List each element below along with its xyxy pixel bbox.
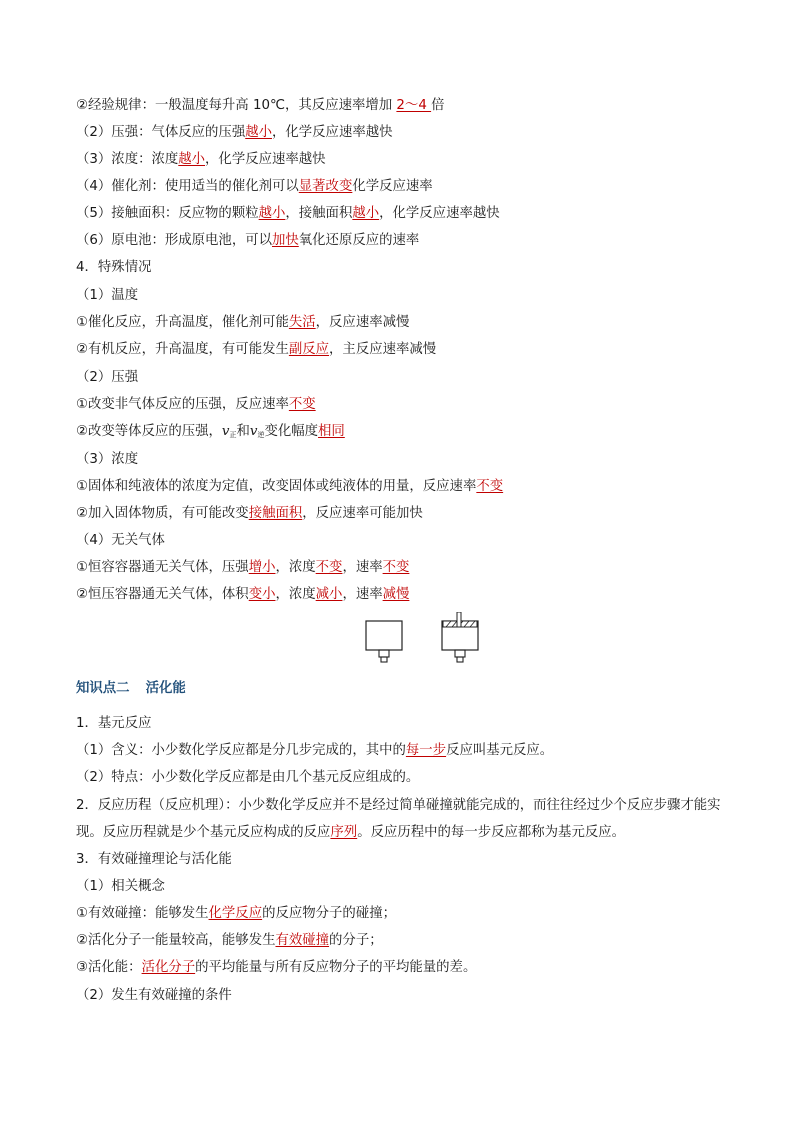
answer: 增小 (248, 560, 276, 575)
answer: 不变 (315, 560, 343, 575)
subsection-concentration: （3）浓度 (76, 452, 139, 467)
answer: 2～4 (396, 98, 432, 113)
subsection-related-concepts: （1）相关概念 (76, 879, 165, 894)
answer: 不变 (382, 560, 410, 575)
case-equal-volume-pressure: ②改变等体反应的压强，$v_正$和$v_逆$变化幅度相同 (76, 424, 345, 439)
answer: 不变 (476, 479, 504, 494)
paragraph-reaction-mechanism: 2．反应历程（反应机理）：小少数化学反应并不是经过简单碰撞就能完成的，而往往经过少个反应步骤才能实现。反应历程就是少个基元反应构成的反应序列。反应历程中的每一步反应都称为基元反应。 (76, 798, 721, 840)
case-constant-volume: ①恒容容器通无关气体，压强增小，浓度不变，速率不变 (76, 560, 410, 575)
section-elementary-reaction: 1．基元反应 (76, 716, 152, 731)
concept-activation-energy: ③活化能：活化分子的平均能量与所有反应物分子的平均能量的差。 (76, 960, 477, 975)
answer: 减小 (315, 587, 343, 602)
definition-meaning: （1）含义：小少数化学反应都是分几步完成的，其中的每一步反应叫基元反应。 (76, 743, 554, 758)
answer: 化学反应 (208, 906, 263, 921)
rate-symbol: v (221, 424, 230, 439)
section-special-cases: 4．特殊情况 (76, 260, 152, 275)
forward-subscript: 正 (229, 431, 237, 439)
reverse-subscript: 逆 (257, 431, 265, 439)
factor-catalyst: （4）催化剂：使用适当的催化剂可以显著改变化学反应速率 (76, 179, 433, 194)
case-non-gas-pressure: ①改变非气体反应的压强，反应速率不变 (76, 397, 316, 412)
answer: 序列 (330, 824, 358, 840)
subsection-temperature: （1）温度 (76, 288, 139, 303)
subsection-pressure: （2）压强 (76, 370, 139, 385)
answer: 失活 (288, 315, 316, 330)
answer: 有效碰撞 (275, 933, 330, 948)
case-add-solid: ②加入固体物质，有可能改变接触面积，反应速率可能加快 (76, 506, 423, 521)
case-catalyst-deactivation: ①催化反应，升高温度，催化剂可能失活，反应速率减慢 (76, 315, 410, 330)
answer: 显著改变 (298, 179, 353, 194)
answer: 接触面积 (248, 506, 303, 521)
subsection-collision-conditions: （2）发生有效碰撞的条件 (76, 988, 232, 1003)
definition-feature: （2）特点：小少数化学反应都是由几个基元反应组成的。 (76, 770, 420, 785)
factor-concentration: （3）浓度：浓度越小，化学反应速率越快 (76, 152, 326, 167)
answer: 不变 (288, 397, 316, 412)
factor-galvanic-cell: （6）原电池：形成原电池，可以加快氧化还原反应的速率 (76, 233, 420, 248)
answer: 减慢 (382, 587, 410, 602)
answer: 越小 (258, 206, 286, 221)
answer: 加快 (272, 233, 299, 248)
case-constant-pressure: ②恒压容器通无关气体，体积变小，浓度减小，速率减慢 (76, 587, 410, 602)
answer: 越小 (178, 152, 206, 167)
container-figure (364, 612, 480, 670)
concept-activated-molecule: ②活化分子一能量较高，能够发生有效碰撞的分子； (76, 933, 383, 948)
case-solid-liquid-amount: ①固体和纯液体的浓度为定值，改变固体或纯液体的用量，反应速率不变 (76, 479, 504, 494)
factor-surface-area: （5）接触面积：反应物的颗粒越小，接触面积越小，化学反应速率越快 (76, 206, 500, 221)
factor-pressure: （2）压强：气体反应的压强越小，化学反应速率越快 (76, 125, 393, 140)
answer: 活化分子 (141, 960, 196, 975)
concept-effective-collision: ①有效碰撞：能够发生化学反应的反应物分子的碰撞； (76, 906, 396, 921)
section-collision-theory: 3．有效碰撞理论与活化能 (76, 852, 232, 867)
case-side-reaction: ②有机反应，升高温度，有可能发生副反应，主反应速率减慢 (76, 342, 437, 357)
section-heading: 知识点二 活化能 (76, 681, 186, 696)
rule-temperature-empirical: ②经验规律：一般温度每升高 10℃，其反应速率增加 2～4 倍 (76, 98, 445, 113)
answer: 越小 (245, 125, 272, 140)
rate-symbol: v (249, 424, 258, 439)
answer: 副反应 (288, 342, 330, 357)
answer: 每一步 (405, 743, 447, 758)
subsection-inert-gas: （4）无关气体 (76, 533, 165, 548)
answer: 越小 (352, 206, 380, 221)
constant-volume-container-icon (366, 621, 402, 662)
piston-container-icon (442, 612, 478, 662)
answer: 变小 (248, 587, 276, 602)
answer: 相同 (318, 424, 345, 439)
